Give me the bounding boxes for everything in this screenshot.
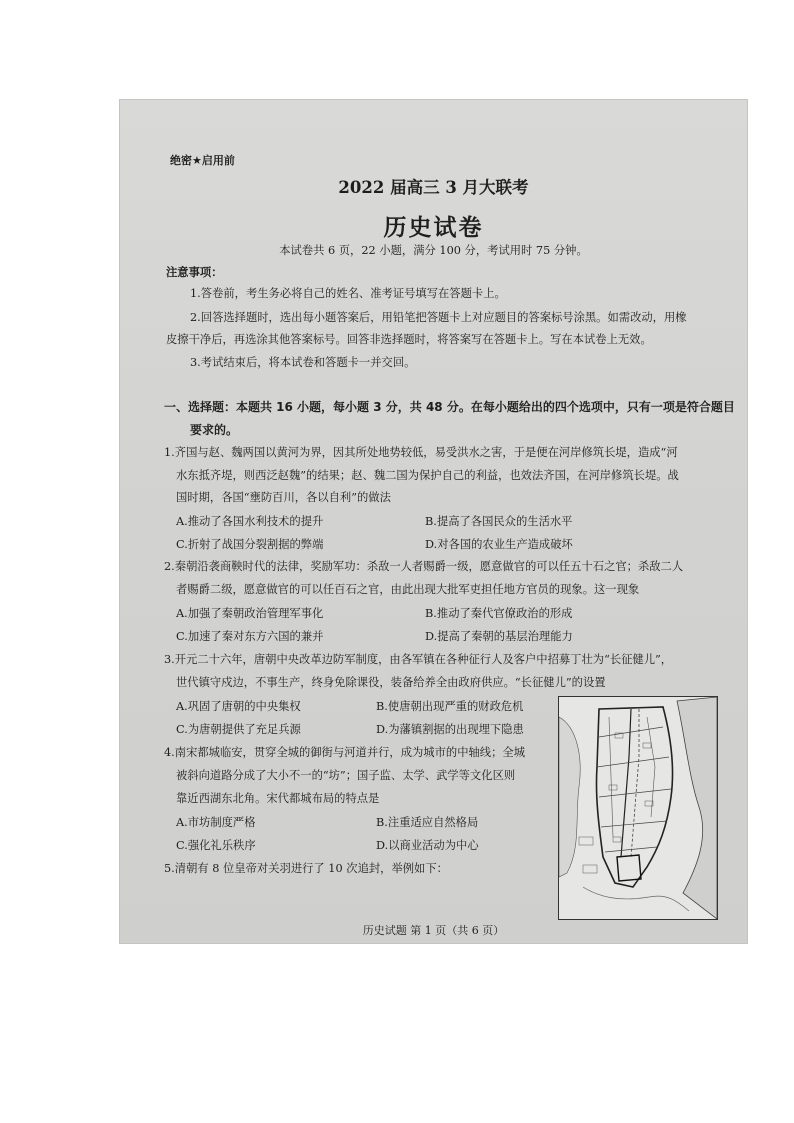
confidential-label: 绝密★启用前 xyxy=(170,154,235,167)
q1-option-b: B.提高了各国民众的生活水平 xyxy=(425,515,573,528)
section-heading-line-1: 一、选择题：本题共 16 小题，每小题 3 分，共 48 分。在每小题给出的四个选项中，只有一项是符合题目 xyxy=(164,400,735,414)
q3-option-d: D.为藩镇割据的出现埋下隐患 xyxy=(376,723,524,736)
q4-option-d: D.以商业活动为中心 xyxy=(376,839,479,852)
note-3: 3.考试结束后，将本试卷和答题卡一并交回。 xyxy=(190,356,416,369)
exam-title: 2022 届高三 3 月大联考 xyxy=(338,178,529,197)
q2-option-c: C.加速了秦对东方六国的兼并 xyxy=(176,630,324,643)
q2-stem-line-2: 者赐爵二级，愿意做官的可以任百石之官，由此出现大批军吏担任地方官员的现象。这一现象 xyxy=(176,583,640,596)
q4-stem-line-3: 靠近西湖东北角。宋代都城布局的特点是 xyxy=(176,792,380,805)
q1-option-a: A.推动了各国水利技术的提升 xyxy=(176,515,324,528)
q4-option-c: C.强化礼乐秩序 xyxy=(176,839,256,852)
q3-option-b: B.使唐朝出现严重的财政危机 xyxy=(376,700,524,713)
q4-stem-line-1: 4.南宋都城临安，贯穿全城的御街与河道并行，成为城市的中轴线；全城 xyxy=(164,746,525,759)
q2-option-b: B.推动了秦代官僚政治的形成 xyxy=(425,607,573,620)
subject-title: 历史试卷 xyxy=(383,214,484,241)
q1-option-c: C.折射了战国分裂割据的弊端 xyxy=(176,538,324,551)
exam-info: 本试卷共 6 页，22 小题，满分 100 分，考试用时 75 分钟。 xyxy=(279,244,588,257)
q2-option-a: A.加强了秦朝政治管理军事化 xyxy=(176,607,324,620)
section-heading-line-2: 要求的。 xyxy=(190,423,239,437)
note-2-line-2: 皮擦干净后，再选涂其他答案标号。回答非选择题时，将答案写在答题卡上。写在本试卷上无效。 xyxy=(166,333,652,346)
q3-option-c: C.为唐朝提供了充足兵源 xyxy=(176,723,301,736)
city-map-drawing xyxy=(559,697,717,919)
q2-stem-line-1: 2.秦朝沿袭商鞅时代的法律，奖励军功：杀敌一人者赐爵一级，愿意做官的可以任五十石之官；杀敌二人 xyxy=(164,560,684,573)
q1-stem-line-3: 国时期，各国“壅防百川，各以自利”的做法 xyxy=(176,491,391,504)
q4-stem-line-2: 被斜向道路分成了大小不一的“坊”；国子监、太学、武学等文化区则 xyxy=(176,769,516,782)
q1-option-d: D.对各国的农业生产造成破坏 xyxy=(425,538,573,551)
q5-stem-line-1: 5.清朝有 8 位皇帝对关羽进行了 10 次追封，举例如下： xyxy=(164,862,448,875)
linan-city-map xyxy=(558,696,718,920)
q4-option-a: A.市坊制度严格 xyxy=(176,816,256,829)
q1-stem-line-2: 水东抵齐堤，则西泛赵魏”的结果；赵、魏二国为保护自己的利益，也效法齐国，在河岸修筑长堤。战 xyxy=(176,469,679,482)
q3-stem-line-1: 3.开元二十六年，唐朝中央改革边防军制度，由各军镇在各种征行人及客户中招募丁壮为“长征健儿”， xyxy=(164,653,673,666)
q1-stem-line-1: 1.齐国与赵、魏两国以黄河为界，因其所处地势较低，易受洪水之害，于是便在河岸修筑长堤，造成“河 xyxy=(164,446,678,459)
q2-option-d: D.提高了秦朝的基层治理能力 xyxy=(425,630,573,643)
notes-heading: 注意事项： xyxy=(166,266,223,279)
note-2-line-1: 2.回答选择题时，选出每小题答案后，用铅笔把答题卡上对应题目的答案标号涂黑。如需改动，用橡 xyxy=(190,311,687,324)
q3-stem-line-2: 世代镇守戍边，不事生产，终身免除课役，装备给养全由政府供应。“长征健儿”的设置 xyxy=(176,676,606,689)
note-1: 1.答卷前，考生务必将自己的姓名、准考证号填写在答题卡上。 xyxy=(190,287,506,300)
exam-page-photo xyxy=(120,100,747,943)
q4-option-b: B.注重适应自然格局 xyxy=(376,816,479,829)
page-footer: 历史试题 第 1 页（共 6 页） xyxy=(362,924,505,937)
q3-option-a: A.巩固了唐朝的中央集权 xyxy=(176,700,301,713)
